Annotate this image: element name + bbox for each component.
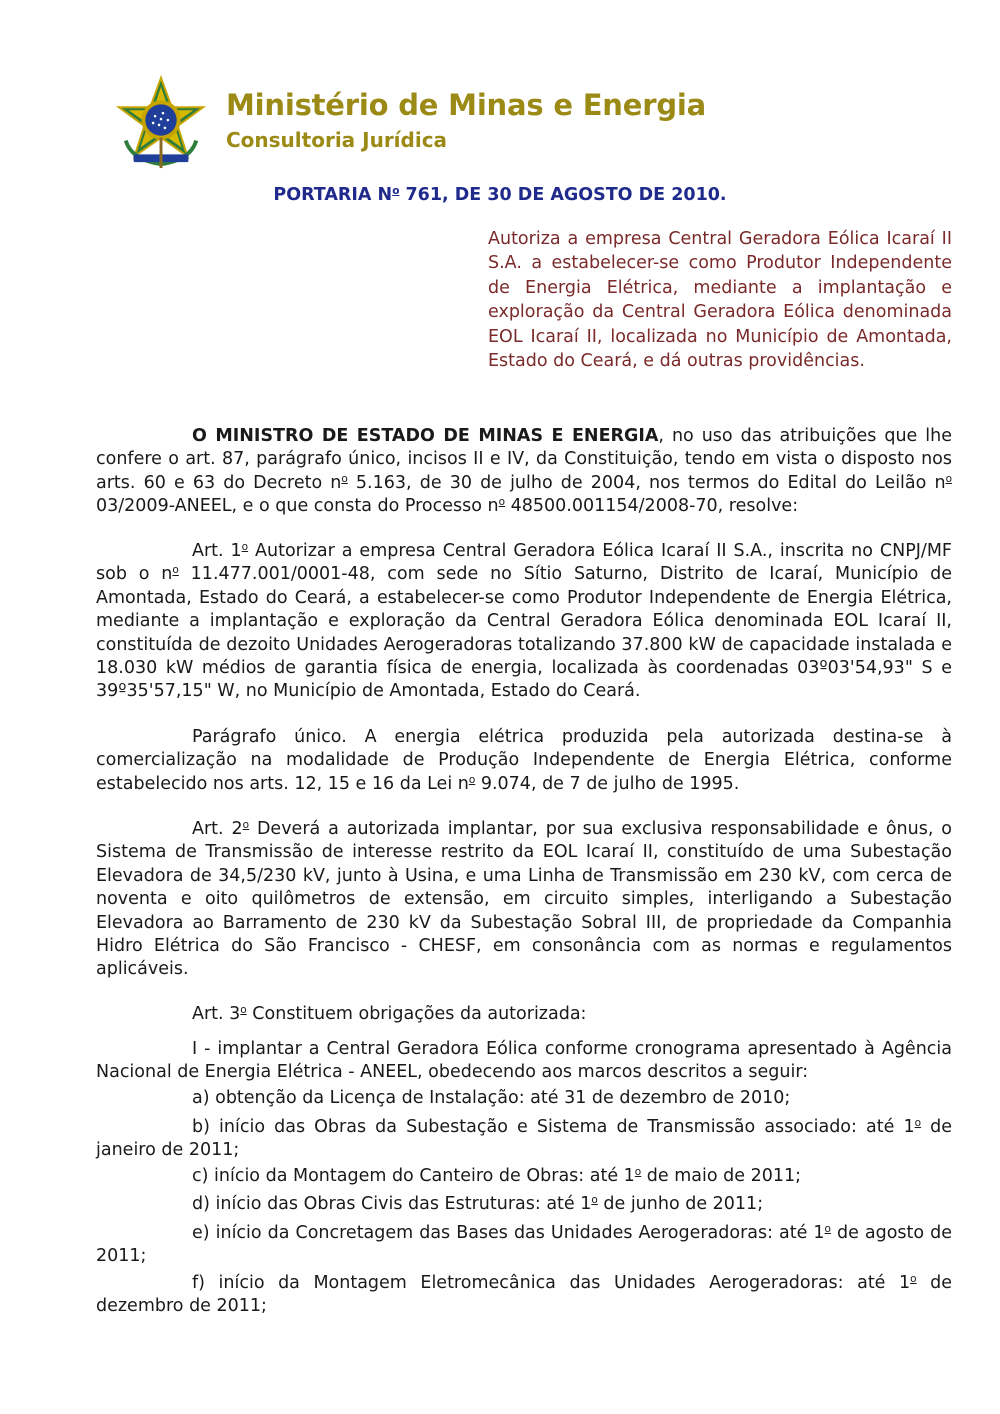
paragraph-single: Parágrafo único. A energia elétrica produzida pela autorizada destina-se à comercialização na modalidade de Produção Independente de Energia Elétrica, conforme estabelecido nos arts. 12, 15 e 16 da Lei $n^o$ 9.074, de 7 de julho de 1995. [96,727,952,794]
department-name: Consultoria Jurídica [226,128,448,152]
ementa-summary: Autoriza a empresa Central Geradora Eólica Icaraí II S.A. a estabelecer-se como Produtor Independente de Energia Elétrica, mediante a implantação e exploração da Central Geradora Eólica denominada EOL Icaraí II, localizada no Município de Amontada, Estado do Ceará, e dá outras providências. [488,229,952,372]
coat-of-arms-seal-icon [112,72,210,170]
article-2: Art. 2$^o$ Deverá a autorizada implantar, por sua exclusiva responsabilidade e ônus, o Sistema de Transmissão de interesse restrito da EOL Icaraí II, constituído de uma Subestação Elevadora de 34,5/230 kV, junto à Usina, e uma Linha de Transmissão em 230 kV, com cerca de noventa e oito quilômetros de extensão, em circuito simples, interligando a Subestação Elevadora ao Barramento de 230 kV da Subestação Sobral III, de propriedade da Companhia Hidro Elétrica do São Francisco - CHESF, em consonância com as normas e regulamentos aplicáveis. [96,819,953,980]
marco-b: b) início das Obras da Subestação e Sistema de Transmissão associado: até 1$^o$ de janeiro de 2011; [96,1117,952,1161]
inciso-1: I - implantar a Central Geradora Eólica conforme cronograma apresentado à Agência Nacional de Energia Elétrica - ANEEL, obedecendo aos marcos descritos a seguir: [96,1039,952,1083]
marco-e: e) início da Concretagem das Bases das Unidades Aerogeradoras: até 1$^o$ de agosto de 2011; [96,1223,952,1267]
article-1: Art. 1$^o$ Autorizar a empresa Central Geradora Eólica Icaraí II S.A., inscrita no CNPJ/MF sob o $n^o$ 11.477.001/0001-48, com sede no Sítio Saturno, Distrito de Icaraí, Município de Amontada, Estado do Ceará, a estabelecer-se como Produtor Independente de Energia Elétrica, mediante a implantação e exploração da Central Geradora Eólica denominada EOL Icaraí II, constituída de dezoito Unidades Aerogeradoras totalizando 37.800 kW de capacidade instalada e 18.030 kW médios de garantia física de energia, localizada às coordenadas 03º03'54,93" S e 39º35'57,15" W, no Município de Amontada, Estado do Ceará. [96,541,952,702]
preamble-paragraph: O MINISTRO DE ESTADO DE MINAS E ENERGIA, no uso das atribuições que lhe confere o art. 87, parágrafo único, incisos II e IV, da Constituição, tendo em vista o disposto nos arts. 60 e 63 do Decreto $n^o$ 5.163, de 30 de julho de 2004, nos termos do Edital do Leilão $n^o$ 03/2009-ANEEL, e o que consta do Processo $n^o$ 48500.001154/2008-70, resolve: [96,426,952,517]
letterhead [112,72,712,172]
marco-a: a) obtenção da Licença de Instalação: até 31 de dezembro de 2010; [192,1088,791,1108]
ministry-name: Ministério de Minas e Energia [226,88,706,122]
marco-c: c) início da Montagem do Canteiro de Obras: até 1$^o$ de maio de 2011; [192,1166,802,1186]
marco-f: f) início da Montagem Eletromecânica das Unidades Aerogeradoras: até 1$^o$ de dezembro de 2011; [96,1273,952,1317]
article-3: Art. 3$^o$ Constituem obrigações da autorizada: [192,1004,587,1024]
marco-d: d) início das Obras Civis das Estruturas: até 1$^o$ de junho de 2011; [192,1194,764,1214]
document-title: PORTARIA $N^o$ 761, DE 30 DE AGOSTO DE 2010. [273,185,727,205]
